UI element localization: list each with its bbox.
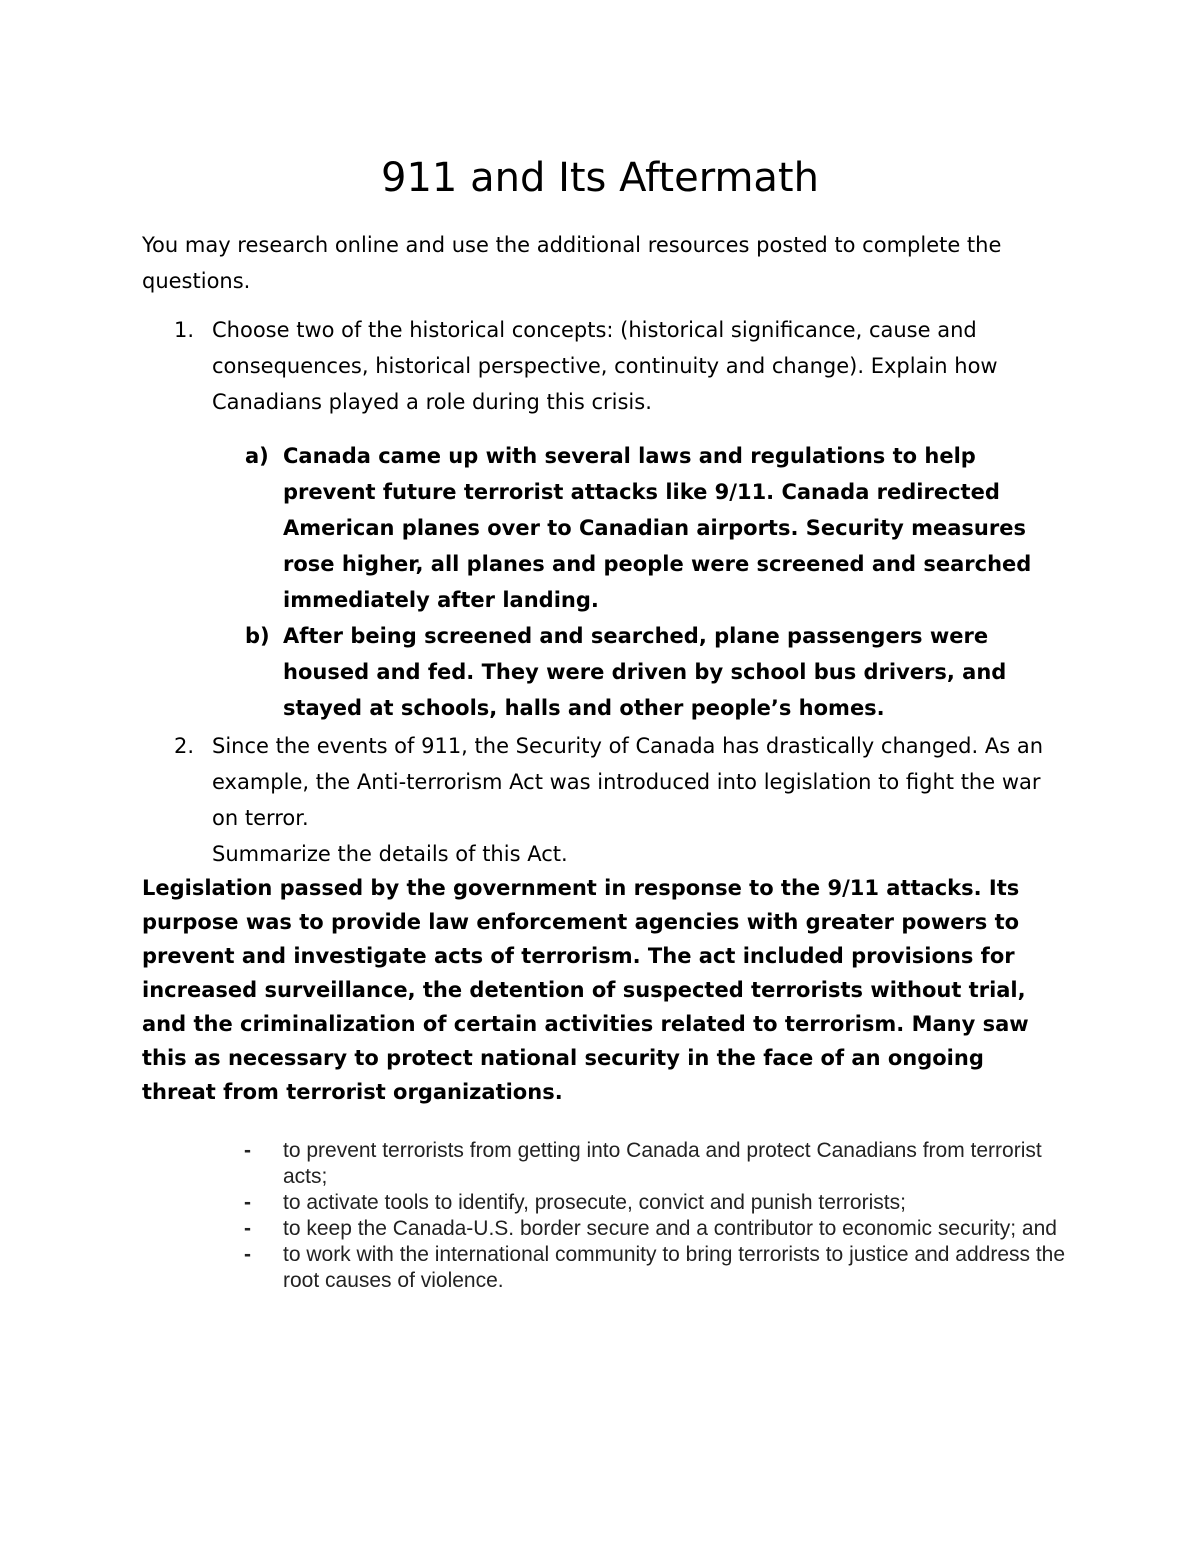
bullet-dash: - <box>244 1139 251 1162</box>
objective-item <box>240 1190 1080 1216</box>
bullet-dash: - <box>244 1191 251 1214</box>
question-1-number: 1. <box>174 318 195 342</box>
question-1-text: Choose two of the historical concepts: (historical significance, cause and consequences, historical perspective, continuity and change). Explain how Canadians played a role during this crisis. <box>212 318 998 414</box>
answer-1b-marker: b) <box>245 624 270 648</box>
bullet-dash: - <box>244 1217 251 1240</box>
answer-2-paragraph: Legislation passed by the government in response to the 9/11 attacks. Its purpose was to provide law enforcement agencies with greater powers to prevent and investigate acts of terrorism. The act included provisions for increased surveillance, the detention of suspected terrorists without trial, and the criminalization of certain activities related to terrorism. Many saw this as necessary to protect national security in the face of an ongoing threat from terrorist organizations. <box>142 876 1029 1104</box>
question-2 <box>142 728 1062 872</box>
objective-text: to keep the Canada-U.S. border secure and a contributor to economic security; and <box>283 1217 1057 1240</box>
answer-1a <box>240 438 1060 618</box>
intro-paragraph: You may research online and use the additional resources posted to complete the questions. <box>142 233 1002 293</box>
objective-item <box>240 1242 1080 1294</box>
objectives-list <box>240 1138 1080 1294</box>
question-1 <box>142 312 1062 420</box>
answer-1a-marker: a) <box>245 444 269 468</box>
question-2-number: 2. <box>174 734 195 758</box>
answer-1a-text: Canada came up with several laws and regulations to help prevent future terrorist attacks like 9/11. Canada redirected American planes over to Canadian airports. Security measures rose higher, all planes and people were screened and searched immediately after landing. <box>283 444 1032 612</box>
objective-text: to work with the international community to bring terrorists to justice and address the root causes of violence. <box>283 1243 1066 1292</box>
objective-text: to prevent terrorists from getting into Canada and protect Canadians from terrorist acts; <box>283 1139 1042 1188</box>
objective-text: to activate tools to identify, prosecute, convict and punish terrorists; <box>283 1191 906 1214</box>
question-2-text: Since the events of 911, the Security of Canada has drastically changed. As an example, the Anti-terrorism Act was introduced into legislation to fight the war on terror. <box>212 734 1044 830</box>
answer-1b <box>240 618 1060 726</box>
objective-item <box>240 1216 1080 1242</box>
question-2-prompt: Summarize the details of this Act. <box>212 842 568 866</box>
objective-item <box>240 1138 1080 1190</box>
bullet-dash: - <box>244 1243 251 1266</box>
answer-1b-text: After being screened and searched, plane passengers were housed and fed. They were driven by school bus drivers, and stayed at schools, halls and other people’s homes. <box>283 624 1007 720</box>
document-title: 911 and Its Aftermath <box>381 155 819 201</box>
